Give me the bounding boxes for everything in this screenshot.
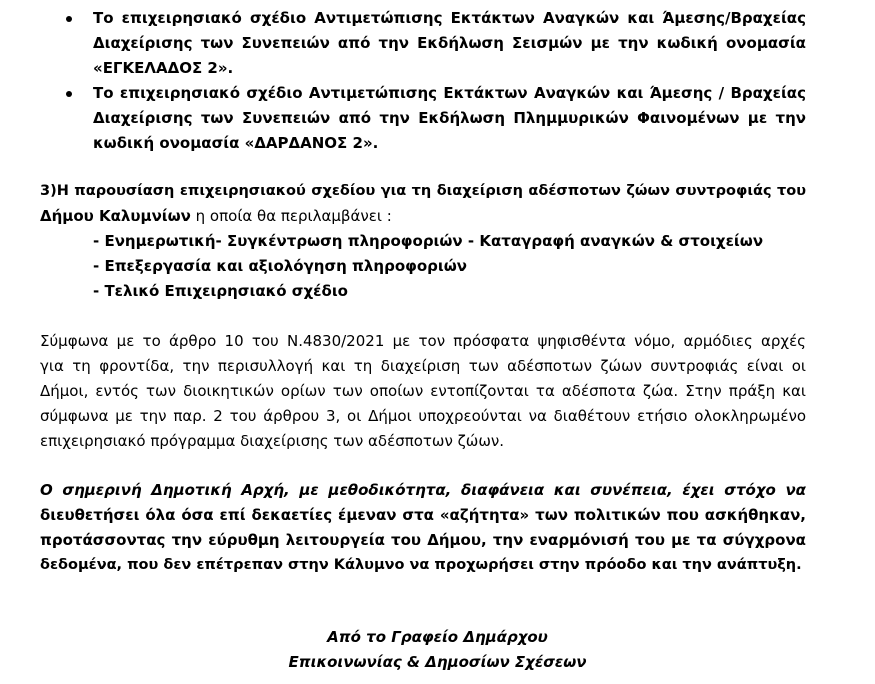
bullet-1-line-1: Το επιχειρησιακό σχέδιο Αντιμετώπισης Εκτάκτων Αναγκών και Άμεσης/Βραχείας [93, 9, 806, 27]
bullet-icon [66, 91, 72, 97]
bullet-2-line-2: Διαχείρισης των Συνεπειών από την Εκδήλωση Πλημμυρικών Φαινομένων με την [93, 109, 806, 127]
signature-line-2: Επικοινωνίας & Δημοσίων Σχέσεων [288, 653, 587, 671]
bullet-2-line-3: κωδική ονομασία «ΔΑΡΔΑΝΟΣ 2». [93, 134, 379, 152]
closing-paragraph-line: προτάσσοντας την εύρυθμη λειτουργεία του Δήμου, την εναρμόνισή του με τα σύγχρονα [40, 531, 806, 549]
closing-paragraph-line: Ο σημερινή Δημοτική Αρχή, με μεθοδικότητα, διαφάνεια και συνέπεια, έχει στόχο να [40, 481, 806, 499]
law-paragraph-line: Σύμφωνα με το άρθρο 10 του Ν.4830/2021 με τον πρόσφατα ψηφισθέντα νόμο, αρμόδιες αρχές [40, 332, 806, 350]
section-3-intro: η οποία θα περιλαμβάνει : [190, 207, 392, 225]
bullet-icon [66, 16, 72, 22]
bullet-1-line-2: Διαχείρισης των Συνεπειών από την Εκδήλωση Σεισμών με την κωδική ονομασία [93, 34, 806, 52]
section-3-item: - Ενημερωτική- Συγκέντρωση πληροφοριών - Καταγραφή αναγκών & στοιχείων [93, 232, 764, 250]
municipality-name: Δήμου Καλυμνίων [40, 207, 191, 225]
closing-paragraph-line: διευθετήσει όλα όσα επί δεκαετίες έμεναν στα «αζήτητα» των πολιτικών που ασκήθηκαν, [40, 506, 806, 524]
section-3-line-2 [40, 204, 806, 229]
law-paragraph-line: σύμφωνα με την παρ. 2 του άρθρου 3, οι Δήμοι υποχρεούνται να διαθέτουν ετήσιο ολοκληρωμένο [40, 407, 806, 425]
bullet-1-line-3: «ΕΓΚΕΛΑΔΟΣ 2». [93, 59, 234, 77]
section-3-item: - Τελικό Επιχειρησιακό σχέδιο [93, 282, 348, 300]
law-paragraph-line: επιχειρησιακό πρόγραμμα διαχείρισης των αδέσποτων ζώων. [40, 432, 505, 450]
closing-paragraph-line: δεδομένα, που δεν επέτρεπαν στην Κάλυμνο να προχωρήσει στην πρόοδο και την ανάπτυξη. [40, 557, 802, 573]
law-paragraph-line: Δήμοι, εντός των διοικητικών ορίων των οποίων εντοπίζονται τα αδέσποτα ζώα. Στην πράξη και [40, 382, 806, 400]
law-paragraph-line: για τη φροντίδα, την περισυλλογή και τη διαχείριση των αδέσποτων ζώων συντροφιάς είναι οι [40, 357, 806, 375]
signature-line-1: Από το Γραφείο Δημάρχου [327, 628, 548, 646]
section-3-heading: 3)Η παρουσίαση επιχειρησιακού σχεδίου για τη διαχείριση αδέσποτων ζώων συντροφιάς του [40, 183, 806, 199]
bullet-2-line-1: Το επιχειρησιακό σχέδιο Αντιμετώπισης Εκτάκτων Αναγκών και Άμεσης / Βραχείας [93, 84, 806, 102]
section-3-item: - Επεξεργασία και αξιολόγηση πληροφοριών [93, 257, 468, 275]
